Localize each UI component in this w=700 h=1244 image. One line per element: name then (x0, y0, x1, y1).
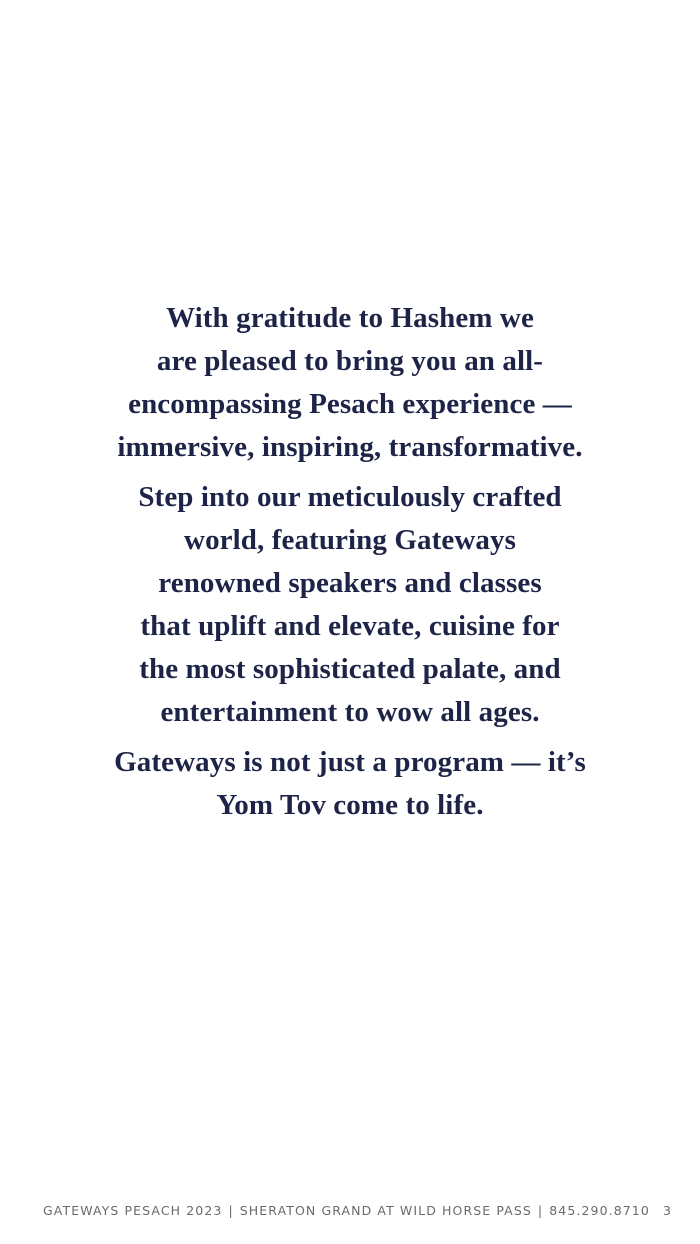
page-footer (43, 1200, 672, 1220)
footer-program: GATEWAYS PESACH 2023 (43, 1202, 223, 1218)
paragraph-closing (60, 741, 640, 827)
footer-venue: SHERATON GRAND AT WILD HORSE PASS (239, 1202, 532, 1218)
text-line: that uplift and elevate, cuisine for (140, 610, 560, 642)
intro-text-block (60, 297, 640, 834)
text-line: encompassing Pesach experience — (128, 388, 572, 420)
footer-phone: 845.290.8710 (549, 1202, 650, 1218)
text-line: Yom Tov come to life. (216, 789, 484, 821)
text-line: the most sophisticated palate, and (139, 653, 561, 685)
text-line: world, featuring Gateways (184, 524, 516, 556)
text-line: Gateways is not just a program — it’s (114, 746, 586, 778)
footer-separator: | (228, 1202, 234, 1218)
text-line: renowned speakers and classes (158, 567, 542, 599)
page-number: 3 (662, 1202, 672, 1218)
footer-info (43, 1203, 650, 1218)
paragraph-features (60, 476, 640, 734)
footer-separator: | (537, 1202, 544, 1218)
text-line: immersive, inspiring, transformative. (117, 431, 583, 463)
text-line: Step into our meticulously crafted (138, 481, 562, 513)
text-line: are pleased to bring you an all- (156, 345, 544, 377)
text-line: entertainment to wow all ages. (160, 696, 540, 728)
text-line: With gratitude to Hashem we (166, 302, 534, 334)
paragraph-gratitude (60, 297, 640, 469)
